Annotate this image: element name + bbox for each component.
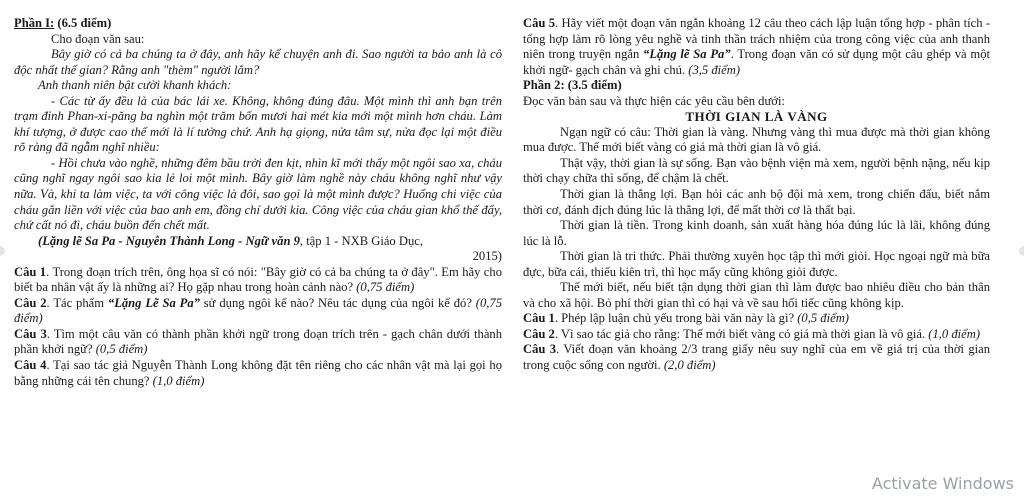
part2-intro: Đọc văn bản sau và thực hiện các yêu cầu bên dưới: <box>523 93 785 108</box>
text-paragraph-5: Thời gian là tri thức. Phải thường xuyên học tập thì mới giỏi. Học ngoại ngữ mà bữa đực, bữa cái, thiếu kiên trì, thì học mấy cũng không giỏi được. <box>523 249 990 279</box>
right-edge-marker <box>1019 246 1024 256</box>
question-1: Câu 1. Trong đoạn trích trên, ông họa sĩ có nói: "Bây giờ có cả ba chúng ta ở đây". Em hãy cho biết ba nhân vật ấy là những ai? Họ gặp nhau trong hoàn cảnh nào? (0,75 điểm) <box>14 264 502 295</box>
text-paragraph-6: Thế mới biết, nếu biết tận dụng thời gian thì làm được bao nhiêu điều cho bản thân và cho xã hội. Bỏ phí thời gian thì có hại và về sau hối tiếc cũng không kịp. <box>523 280 990 310</box>
question-5: Câu 5. Hãy viết một đoạn văn ngắn khoảng 12 câu theo cách lập luận tổng hợp - phân tích - tổng hợp làm rõ lòng yêu nghề và tinh thần trách nhiệm của trong công việc của anh thanh niên trong truyện ngắn “Lặng lẽ Sa Pa”. Trong đoạn văn có sử dụng một câu ghép và một khởi ngữ- gạch chân và ghi chú. (3,5 điểm) <box>523 16 990 77</box>
question-2: Câu 2. Tác phẩm “Lặng Lẽ Sa Pa” sử dụng ngôi kể nào? Nêu tác dụng của ngôi kể đó? (0,75 điểm) <box>14 295 503 326</box>
excerpt-paragraph-4: - Hồi chưa vào nghề, những đêm bầu trời đen kịt, nhìn kĩ mới thấy một ngôi sao xa, cháu cũng nghĩ ngay ngôi sao kia lẻ loi một mình. Bây giờ làm nghề này cháu không nghĩ như vậy nữa. Và, khi ta làm việc, ta với công việc là đôi, sao gọi là một mình được? Huống chi việc của cháu gắn liền với việc của bao anh em, đồng chí dưới kia. Công việc của cháu gian khổ thế đấy, chứ cất nó đi, cháu buồn đến chết mất. <box>14 155 502 233</box>
part1-heading: Phần I: (6.5 điểm) <box>14 16 112 30</box>
intro-line: Cho đoạn văn sau: <box>51 31 145 46</box>
excerpt-source: (Lặng lẽ Sa Pa - Nguyễn Thành Long - Ngữ văn 9, tập 1 - NXB Giáo Dục, <box>38 233 424 248</box>
right-column <box>523 16 990 374</box>
text-title: THỜI GIAN LÀ VÀNG <box>685 109 828 125</box>
excerpt-paragraph-1: Bây giờ có cả ba chúng ta ở đây, anh hãy kể chuyện anh đi. Sao người ta bảo anh là cô độc nhất thế gian? Rằng anh "thèm" người lắm? <box>14 47 502 77</box>
part2-question-1: Câu 1. Phép lập luận chủ yếu trong bài văn này là gì? (0,5 điểm) <box>523 311 849 326</box>
text-paragraph-2: Thật vậy, thời gian là sự sống. Bạn vào bệnh viện mà xem, người bệnh nặng, nếu kịp thời chạy chữa thì sống, để chậm là chết. <box>523 155 990 186</box>
left-column <box>14 16 502 389</box>
excerpt-source-year: 2015) <box>472 249 502 264</box>
text-paragraph-4: Thời gian là tiền. Trong kinh doanh, sản xuất hàng hóa đúng lúc là lãi, không đúng lúc là lỗ. <box>523 218 990 248</box>
part2-question-2: Câu 2. Vì sao tác giả cho rằng: Thế mới biết vàng có giá mà thời gian là vô giá. (1,0 điểm) <box>523 326 981 341</box>
text-paragraph-1: Ngạn ngữ có câu: Thời gian là vàng. Nhưng vàng thì mua được mà thời gian không mua được. Thế mới biết vàng có giá mà thời gian là vô giá. <box>523 124 990 155</box>
left-edge-marker <box>0 246 5 256</box>
question-4: Câu 4. Tại sao tác giả Nguyễn Thành Long không đặt tên riêng cho các nhân vật mà lại gọi họ bằng những cái tên chung? (1,0 điểm) <box>14 358 502 388</box>
activate-windows-watermark: Activate Windows <box>871 474 1014 493</box>
excerpt-paragraph-2: Anh thanh niên bật cười khanh khách: <box>38 78 232 93</box>
part2-heading: Phần 2: (3.5 điểm) <box>523 78 622 93</box>
part2-question-3: Câu 3. Viết đoạn văn khoảng 2/3 trang giấy nêu suy nghĩ của em về giá trị của thời gian trong cuộc sống con người. (2,0 điểm) <box>523 342 990 373</box>
excerpt-paragraph-3: - Các từ ấy đều là của bác lái xe. Không, không đúng đâu. Một mình thì anh bạn trên trạm đỉnh Phan-xi-păng ba nghìn một trăm bốn mươi hai mét kia mới một mình hơn cháu. Làm khí tượng, ở được cao thế mới là lí tưởng chứ. Anh hạ giọng, nửa tâm sự, nửa đọc lại một điều rõ ràng đã ngẫm nghĩ nhiều: <box>14 93 502 155</box>
question-3: Câu 3. Tìm một câu văn có thành phần khởi ngữ trong đoạn trích trên - gạch chân dưới thành phần khởi ngữ? (0,5 điểm) <box>14 326 503 357</box>
text-paragraph-3: Thời gian là thắng lợi. Bạn hỏi các anh bộ đội mà xem, trong chiến đấu, biết nắm thời cơ, đánh địch đúng lúc là thắng lợi, để mất thời cơ là thất bại. <box>523 187 990 217</box>
